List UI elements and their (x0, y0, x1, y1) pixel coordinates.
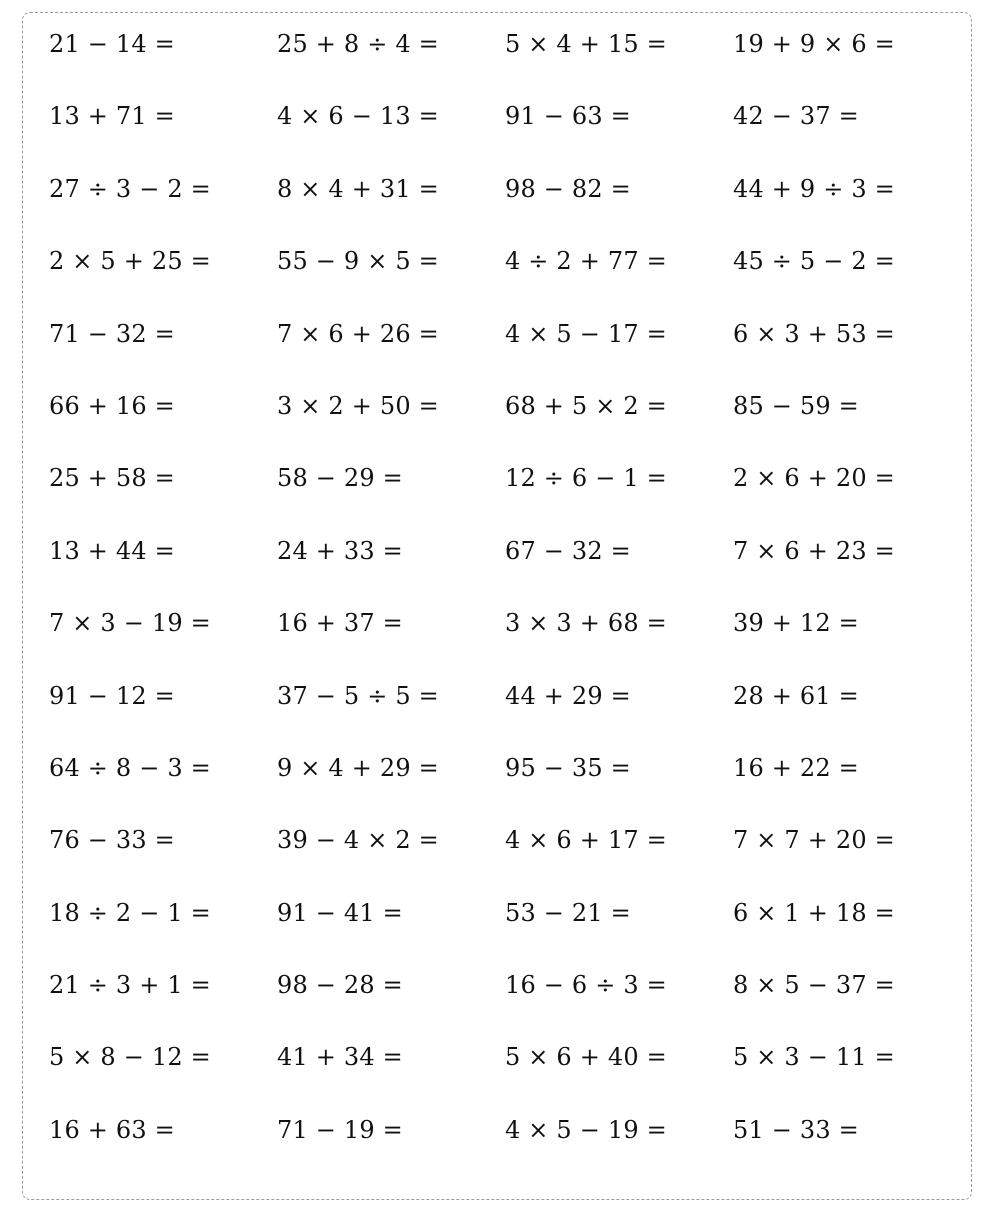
math-problem: 4 × 6 + 17 = (505, 826, 667, 855)
math-problem: 39 − 4 × 2 = (277, 826, 439, 855)
problem-row (49, 1040, 961, 1112)
math-problem: 4 ÷ 2 + 77 = (505, 247, 667, 276)
math-problem: 5 × 3 − 11 = (733, 1043, 895, 1072)
math-problem: 58 − 29 = (277, 464, 403, 493)
math-problem: 6 × 3 + 53 = (733, 319, 895, 348)
worksheet-frame (22, 12, 972, 1200)
problem-row (49, 823, 961, 895)
problem-row (49, 389, 961, 461)
problem-row (49, 317, 961, 389)
math-problem: 16 + 37 = (277, 609, 403, 638)
math-problem: 28 + 61 = (733, 681, 859, 710)
math-problem: 41 + 34 = (277, 1043, 403, 1072)
math-problem: 45 ÷ 5 − 2 = (733, 247, 895, 276)
math-problem: 16 + 63 = (49, 1115, 175, 1144)
math-problem: 13 + 44 = (49, 536, 175, 565)
math-problem: 12 ÷ 6 − 1 = (505, 464, 667, 493)
math-problem: 5 × 6 + 40 = (505, 1043, 667, 1072)
math-problem: 67 − 32 = (505, 536, 631, 565)
math-problem: 16 + 22 = (733, 753, 859, 782)
math-problem: 98 − 82 = (505, 174, 631, 203)
math-problem: 7 × 3 − 19 = (49, 609, 211, 638)
math-problem: 5 × 4 + 15 = (505, 30, 667, 58)
math-problem: 25 + 58 = (49, 464, 175, 493)
math-problem: 21 − 14 = (49, 30, 175, 58)
math-problem: 98 − 28 = (277, 971, 403, 1000)
math-problem: 4 × 5 − 17 = (505, 319, 667, 348)
problem-row (49, 172, 961, 244)
math-problem: 76 − 33 = (49, 826, 175, 855)
problem-row (49, 679, 961, 751)
problem-row (49, 534, 961, 606)
math-problem: 44 + 9 ÷ 3 = (733, 174, 895, 203)
math-problem: 2 × 6 + 20 = (733, 464, 895, 493)
math-problem: 39 + 12 = (733, 609, 859, 638)
math-problem: 24 + 33 = (277, 536, 403, 565)
math-problem: 25 + 8 ÷ 4 = (277, 30, 439, 58)
math-problem: 53 − 21 = (505, 898, 631, 927)
math-problem: 9 × 4 + 29 = (277, 753, 439, 782)
math-problem: 8 × 5 − 37 = (733, 971, 895, 1000)
math-problem: 91 − 12 = (49, 681, 175, 710)
math-problem: 2 × 5 + 25 = (49, 247, 211, 276)
math-problem: 5 × 8 − 12 = (49, 1043, 211, 1072)
math-problem: 8 × 4 + 31 = (277, 174, 439, 203)
problem-row (49, 751, 961, 823)
math-problem: 27 ÷ 3 − 2 = (49, 174, 211, 203)
math-problem: 7 × 6 + 26 = (277, 319, 439, 348)
math-problem: 7 × 6 + 23 = (733, 536, 895, 565)
problem-row (49, 461, 961, 533)
math-problem: 55 − 9 × 5 = (277, 247, 439, 276)
problem-row (49, 27, 961, 99)
math-problem: 68 + 5 × 2 = (505, 391, 667, 420)
math-problem: 4 × 5 − 19 = (505, 1115, 667, 1144)
problem-row (49, 244, 961, 316)
math-problem: 37 − 5 ÷ 5 = (277, 681, 439, 710)
math-problem: 4 × 6 − 13 = (277, 102, 439, 131)
math-problem: 66 + 16 = (49, 391, 175, 420)
math-problem: 51 − 33 = (733, 1115, 859, 1144)
problem-row (49, 968, 961, 1040)
problem-row (49, 1113, 961, 1185)
problem-row (49, 606, 961, 678)
math-problem: 85 − 59 = (733, 391, 859, 420)
math-problem: 91 − 63 = (505, 102, 631, 131)
math-problem: 3 × 2 + 50 = (277, 391, 439, 420)
math-problem: 71 − 32 = (49, 319, 175, 348)
problem-grid (49, 27, 961, 1185)
math-problem: 16 − 6 ÷ 3 = (505, 971, 667, 1000)
math-problem: 95 − 35 = (505, 753, 631, 782)
math-problem: 3 × 3 + 68 = (505, 609, 667, 638)
problem-row (49, 99, 961, 171)
problem-row (49, 896, 961, 968)
math-problem: 6 × 1 + 18 = (733, 898, 895, 927)
math-problem: 64 ÷ 8 − 3 = (49, 753, 211, 782)
math-problem: 19 + 9 × 6 = (733, 30, 895, 58)
math-problem: 7 × 7 + 20 = (733, 826, 895, 855)
math-problem: 44 + 29 = (505, 681, 631, 710)
math-problem: 13 + 71 = (49, 102, 175, 131)
math-problem: 71 − 19 = (277, 1115, 403, 1144)
math-problem: 18 ÷ 2 − 1 = (49, 898, 211, 927)
math-problem: 42 − 37 = (733, 102, 859, 131)
math-problem: 91 − 41 = (277, 898, 403, 927)
math-problem: 21 ÷ 3 + 1 = (49, 971, 211, 1000)
